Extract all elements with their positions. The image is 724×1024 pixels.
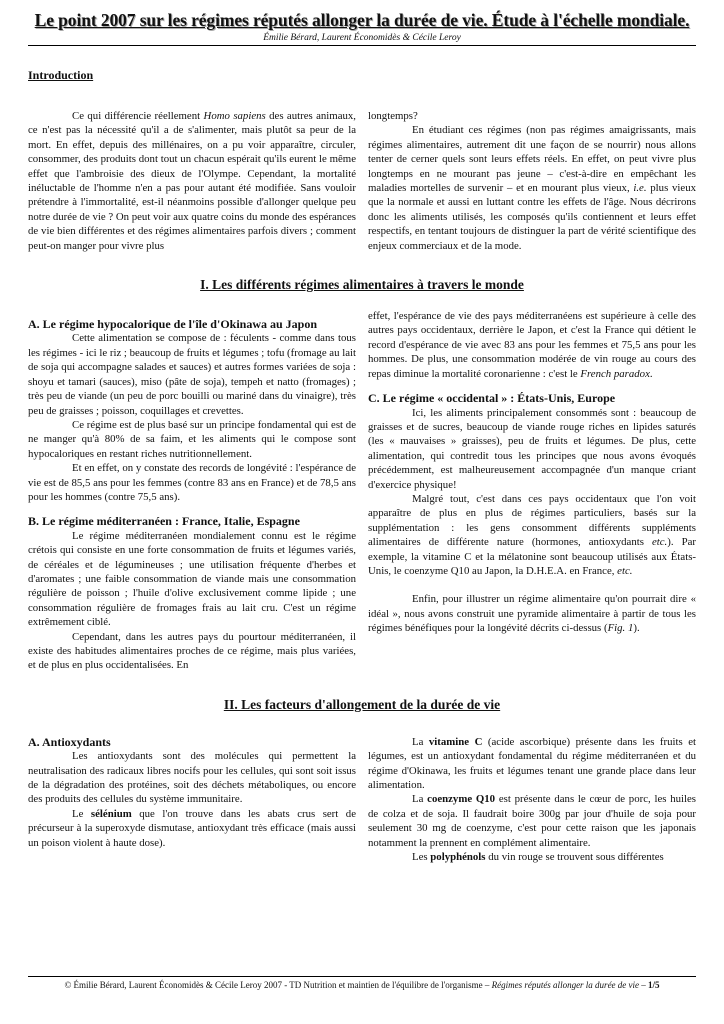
subsection-title: A. Le régime hypocalorique de l'île d'Okinawa au Japon xyxy=(28,317,318,332)
body-paragraph: La coenzyme Q10 est présente dans le cœur de porc, les huiles de colza et de soja. Il faudrait boire 300g par jour d'huile de soja pour seulement 30 mg de coenzyme, c'est pour cette raison que les japonais notamment la prennent en complément alimentaire. xyxy=(368,793,697,849)
body-paragraph: Ici, les aliments principalement consommés sont : beaucoup de graisses et de sucres, beaucoup de viande rouge riches en lipides saturés (les « mauvaises » graisses), peu de fruits et légumes. De plus, cette alimentation, qui contredit tous les principes que nous avons évoqués précédemment, est malheureusement accompagnée d'un manque criant d'exercice physique! xyxy=(368,406,696,491)
body-paragraph: La vitamine C (acide ascorbique) présente dans les fruits et légumes, est un antioxydant fondamental du régime méditerranéen et du régime d'Okinawa, les fruits et légumes tenant une grande place dans leur alimentation. xyxy=(368,735,697,792)
section2-right-column xyxy=(368,735,696,865)
body-paragraph: Cette alimentation se compose de : féculents - comme dans tous les régimes - ici le riz ; beaucoup de fruits et légumes ; tofu (fromage au lait de soja qui accompagne salades et sauces) et autres formes variées de soja : shoyu et tamari (sauces), miso (pâte de soja), tempeh et natto (fromages) ; très peu de viande (un peu de porc bouilli ou mariné dans du vinaigre), très peu de graisses ; poisson, coquillages et crevettes. xyxy=(28,332,356,417)
page-number: 1/5 xyxy=(648,980,660,990)
body-paragraph: Les polyphénols du vin rouge se trouvent sous différentes xyxy=(412,851,664,864)
body-paragraph: Et en effet, on y constate des records de longévité : l'espérance de vie est de 85,5 ans pour les femmes (contre 83 ans en France) et de 78,5 ans pour les hommes (contre 75,5 ans). xyxy=(28,462,357,503)
section-heading: I. Les différents régimes alimentaires à travers le monde xyxy=(200,277,524,293)
section1-left-column xyxy=(28,317,356,673)
body-paragraph: Les antioxydants sont des molécules qui permettent la neutralisation des radicaux libres nocifs pour les cellules, qui sont soit issus de la dégradation des protéines, soit des déchets métaboliques, ou encore des produits des cellules du système immunitaire. xyxy=(28,750,356,806)
body-paragraph: Enfin, pour illustrer un régime alimentaire qu'on pourrait dire « idéal », nous avons construit une pyramide alimentaire à partir de tous les régimes bénéfiques pour la longévité décrits ci-dessus (Fig. 1). xyxy=(368,593,696,635)
intro-right-column xyxy=(368,109,696,253)
intro-paragraph: Ce qui différencie réellement Homo sapiens des autres animaux, ce n'est pas la nécessité qu'il a de s'alimenter, mais plutôt sa peur de la mort. En effet, depuis des millénaires, on a pu voir apparaître, circuler, consommer, des produits dont tout un chacun espérait qu'ils eurent le même effet que l'ambroisie des dieux de l'Olympe. Cependant, la mortalité inéluctable de l'homme n'en a pas pour autant été modifiée. Sans vouloir prétendre à l'immortalité, est-il néanmoins possible d'allonger quelque peu notre durée de vie ? On peut voir aux quatre coins du monde des espérances de vie bien différentes et des régimes alimentaires parfois divers ; comment peut-on manger pour vivre plus xyxy=(28,110,356,252)
intro-paragraph: En étudiant ces régimes (non pas régimes amaigrissants, mais régimes alimentaires, autrement dit une façon de se nourrir) nous allons tenter de cerner quels sont leurs effets réels. En effet, on peut vivre plus longtemps en ne mourant pas jeune – c'est-à-dire en empêchant les maladies mortelles de survenir – et en mourant plus vieux, i.e. plus vieux que la normale et aussi en luttant contre les effets de l'âge. Nous décrirons donc les aliments utilisés, les composés qu'ils contiennent et leurs effet respectifs, en tentant toujours de distinguer la part de vérité scientifique des enjeux commerciaux et de la mode. xyxy=(368,124,696,252)
section2-left-column xyxy=(28,735,356,865)
section1-right-column xyxy=(368,309,696,673)
intro-heading: Introduction xyxy=(28,68,94,82)
authors-line: Émilie Bérard, Laurent Économidès & Cécile Leroy xyxy=(263,33,461,43)
body-paragraph: Le régime méditerranéen mondialement connu est le régime crétois qui consiste en une forte consommation de fruits et légumes variés, de céréales et de légumineuses ; une utilisation fréquente d'herbes et d'aromates ; une faible consommation de viande mais une consommation régulière de poisson ; l'huile d'olive exclusivement comme lipide ; une consommation régulière de fromages frais au lait cru. C'est un régime extrêmement ciblé. xyxy=(28,529,356,629)
subsection-title: C. Le régime « occidental » : États-Unis, Europe xyxy=(368,391,616,406)
intro-left-column xyxy=(28,109,356,253)
body-paragraph: Malgré tout, c'est dans ces pays occidentaux que l'on voit apparaître de plus en plus de régimes particuliers, basés sur la supplémentation : les gens consomment différents suppléments alimentaires de différente nature (hormones, antioxydants etc.). Par exemple, la vitamine C et la mélatonine sont beaucoup utilisés aux États-Unis, le coenzyme Q10 au Japon, la D.H.E.A. en France, etc. xyxy=(368,492,696,577)
subsection-title: B. Le régime méditerranéen : France, Italie, Espagne xyxy=(28,514,300,529)
section2-columns xyxy=(28,735,696,865)
page-footer: © Émilie Bérard, Laurent Économidès & Cécile Leroy 2007 - TD Nutrition et maintien de l'équilibre de l'organisme – Régimes réputés allonger la durée de vie – 1/5 xyxy=(28,976,696,990)
document-page xyxy=(28,6,696,864)
body-paragraph: Cependant, dans les autres pays du pourtour méditerranéen, il existe des habitudes alimentaires proches de ce régime, mais plus variées, et de plus en plus occidentalisées. En xyxy=(28,630,356,672)
header-rule xyxy=(28,45,696,46)
intro-columns xyxy=(28,109,696,253)
section1-columns xyxy=(28,310,696,673)
section-heading: II. Les facteurs d'allongement de la durée de vie xyxy=(223,696,501,712)
body-paragraph: effet, l'espérance de vie des pays méditerranéens est supérieure à celle des autres pays occidentaux, derrière le Japon, et c'est la France qui détient le record d'espérance de vie avec 83 ans pour les femmes et 75,5 ans pour les hommes. De plus, une consommation modérée de vin rouge au cours des repas diminue la mortalité coronarienne : c'est le French paradox. xyxy=(368,310,696,380)
document-title: Le point 2007 sur les régimes réputés allonger la durée de vie. Étude à l'échelle mondiale. xyxy=(34,10,690,30)
body-paragraph: Ce régime est de plus basé sur un principe fondamental qui est de ne manger qu'à 80% de sa faim, et les aliments qui le compose sont hypocaloriques en restant riches nutritionnellement. xyxy=(28,418,356,460)
body-paragraph: Le sélénium que l'on trouve dans les abats crus sert de précurseur à la superoxyde dismutase, antioxydant très efficace (mais aussi un poison violent à haute dose). xyxy=(28,807,356,849)
intro-paragraph: longtemps? xyxy=(368,110,418,122)
subsection-title: A. Antioxydants xyxy=(28,734,111,749)
